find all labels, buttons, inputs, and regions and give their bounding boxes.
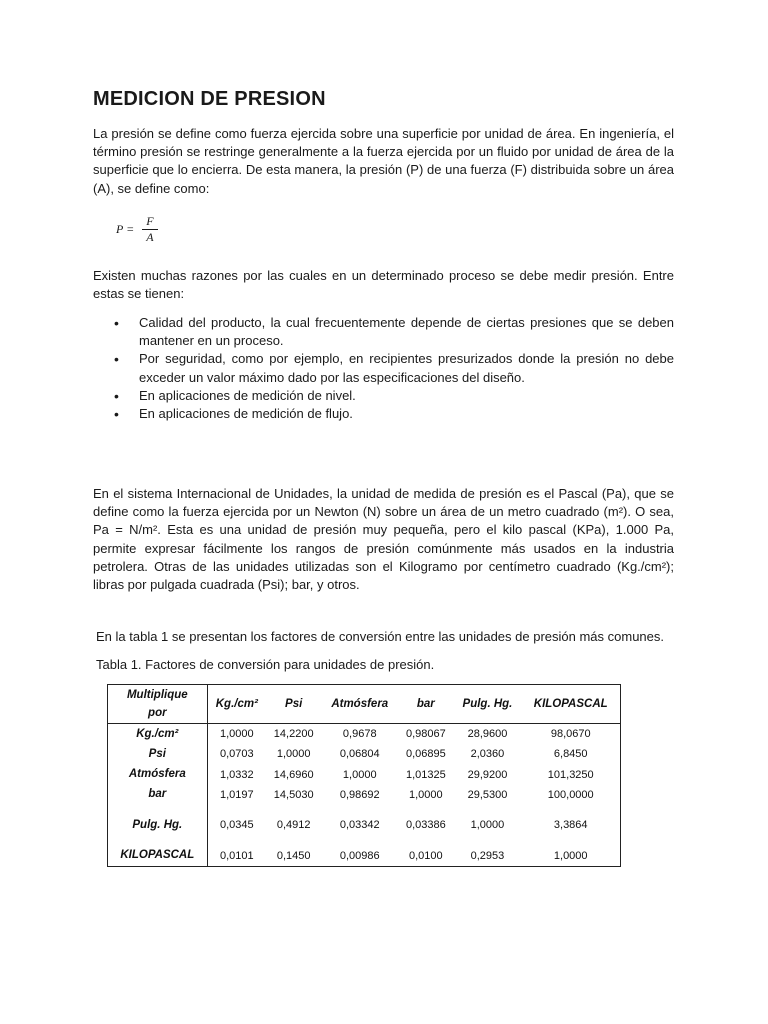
corner-line-1: Multiplique [126,689,188,701]
formula-fraction [142,214,157,245]
table-cell: 0,2953 [470,849,505,862]
column-header: bar [398,685,453,724]
row-header: Pulg. Hg. [108,805,208,846]
table-row [108,785,621,805]
formula-lhs: P = [116,222,135,236]
list-item: • Por seguridad, como por ejemplo, en recipientes presurizados donde la presión no debe exceder un valor máximo dado por las especificaciones del diseño. [93,350,674,386]
table-row [108,846,621,867]
table-cell: 3,3864 [553,819,588,832]
column-header: Kg./cm² [207,685,266,724]
table-cell: 1,0332 [220,768,254,781]
table-cell: 6,8450 [553,748,588,761]
reasons-paragraph: Existen muchas razones por las cuales en un determinado proceso se debe medir presión. Entre estas se tienen: [93,268,674,302]
table-cell: 0,06804 [339,748,380,761]
row-header: bar [108,785,208,805]
table-header-row [108,685,621,724]
table-cell: 0,9678 [342,728,377,741]
list-item: • En aplicaciones de medición de flujo. [93,405,674,423]
table-corner-header [108,685,208,724]
table-cell: 1,0000 [409,788,443,801]
table-cell: 100,0000 [547,788,594,801]
table-cell: 14,2200 [273,728,314,741]
table-cell: 98,0670 [550,728,591,741]
table-cell: 14,6960 [273,768,314,781]
si-units-paragraph: En el sistema Internacional de Unidades, la unidad de medida de presión es el Pascal (Pa), que se define como la fuerza ejercida por un Newton (N) sobre un área de un metro cuadrado (m²). O sea, Pa = N/m². Esta es una unidad de presión muy pequeña, pero el kilo pascal (KPa), 1.000 Pa, permite expresar fácilmente los rangos de presión comúnmente más usados en la industria petrolera. Otras de las unidades utilizadas son el Kilogramo por centímetro cuadrado (Kg./cm²); libras por pulgada cuadrada (Psi); bar, y otros. [93,486,674,593]
corner-line-2: por [148,707,167,719]
column-header: Atmósfera [321,685,398,724]
pressure-formula [116,214,158,245]
column-header: Pulg. Hg. [453,685,521,724]
table-cell: 1,01325 [405,768,446,781]
table-cell: 1,0000 [553,849,588,862]
table-cell: 0,4912 [276,819,311,832]
table-cell: 0,00986 [339,849,380,862]
formula-denominator: A [146,230,154,244]
table-cell: 14,5030 [273,788,314,801]
table-caption: Tabla 1. Factores de conversión para unidades de presión. [96,657,435,672]
reasons-list [93,314,674,423]
table-cell: 0,0100 [409,849,443,862]
list-item: • En aplicaciones de medición de nivel. [93,387,674,405]
row-header: Psi [108,744,208,764]
table-row [108,724,621,745]
table-cell: 0,03342 [339,819,380,832]
table-cell: 29,5300 [467,788,508,801]
list-item: • Calidad del producto, la cual frecuentemente depende de ciertas presiones que se deben mantener en un proceso. [93,314,674,350]
table-cell: 0,0345 [220,819,254,832]
table-row [108,805,621,846]
table-cell: 0,0101 [220,849,254,862]
table-intro-paragraph: En la tabla 1 se presentan los factores de conversión entre las unidades de presión más comunes. [96,629,665,644]
table-cell: 0,98067 [405,728,446,741]
formula-numerator: F [142,214,157,230]
table-cell: 0,06895 [405,748,446,761]
page-title: MEDICION DE PRESION [93,88,326,110]
column-header: KILOPASCAL [521,685,620,724]
table-row [108,765,621,785]
table-cell: 1,0197 [220,788,254,801]
table-cell: 1,0000 [342,768,377,781]
row-header: Atmósfera [108,765,208,785]
intro-paragraph: La presión se define como fuerza ejercida sobre una superficie por unidad de área. En ingeniería, el término presión se restringe generalmente a la fuerza ejercida por un fluido por unidad de área de la superficie que lo encierra. De esta manera, la presión (P) de una fuerza (F) distribuida sobre un área (A), se define como: [93,126,674,196]
table-row [108,744,621,764]
column-header: Psi [266,685,321,724]
table-cell: 101,3250 [547,768,594,781]
row-header: KILOPASCAL [108,846,208,867]
table-cell: 2,0360 [470,748,505,761]
table-cell: 28,9600 [467,728,508,741]
table-cell: 0,1450 [276,849,311,862]
table-cell: 29,9200 [467,768,508,781]
table-cell: 1,0000 [470,819,505,832]
conversion-table [107,684,621,867]
table-cell: 1,0000 [220,728,254,741]
row-header: Kg./cm² [108,724,208,745]
table-cell: 1,0000 [276,748,311,761]
table-cell: 0,03386 [405,819,446,832]
table-cell: 0,0703 [220,748,254,761]
table-cell: 0,98692 [339,788,380,801]
